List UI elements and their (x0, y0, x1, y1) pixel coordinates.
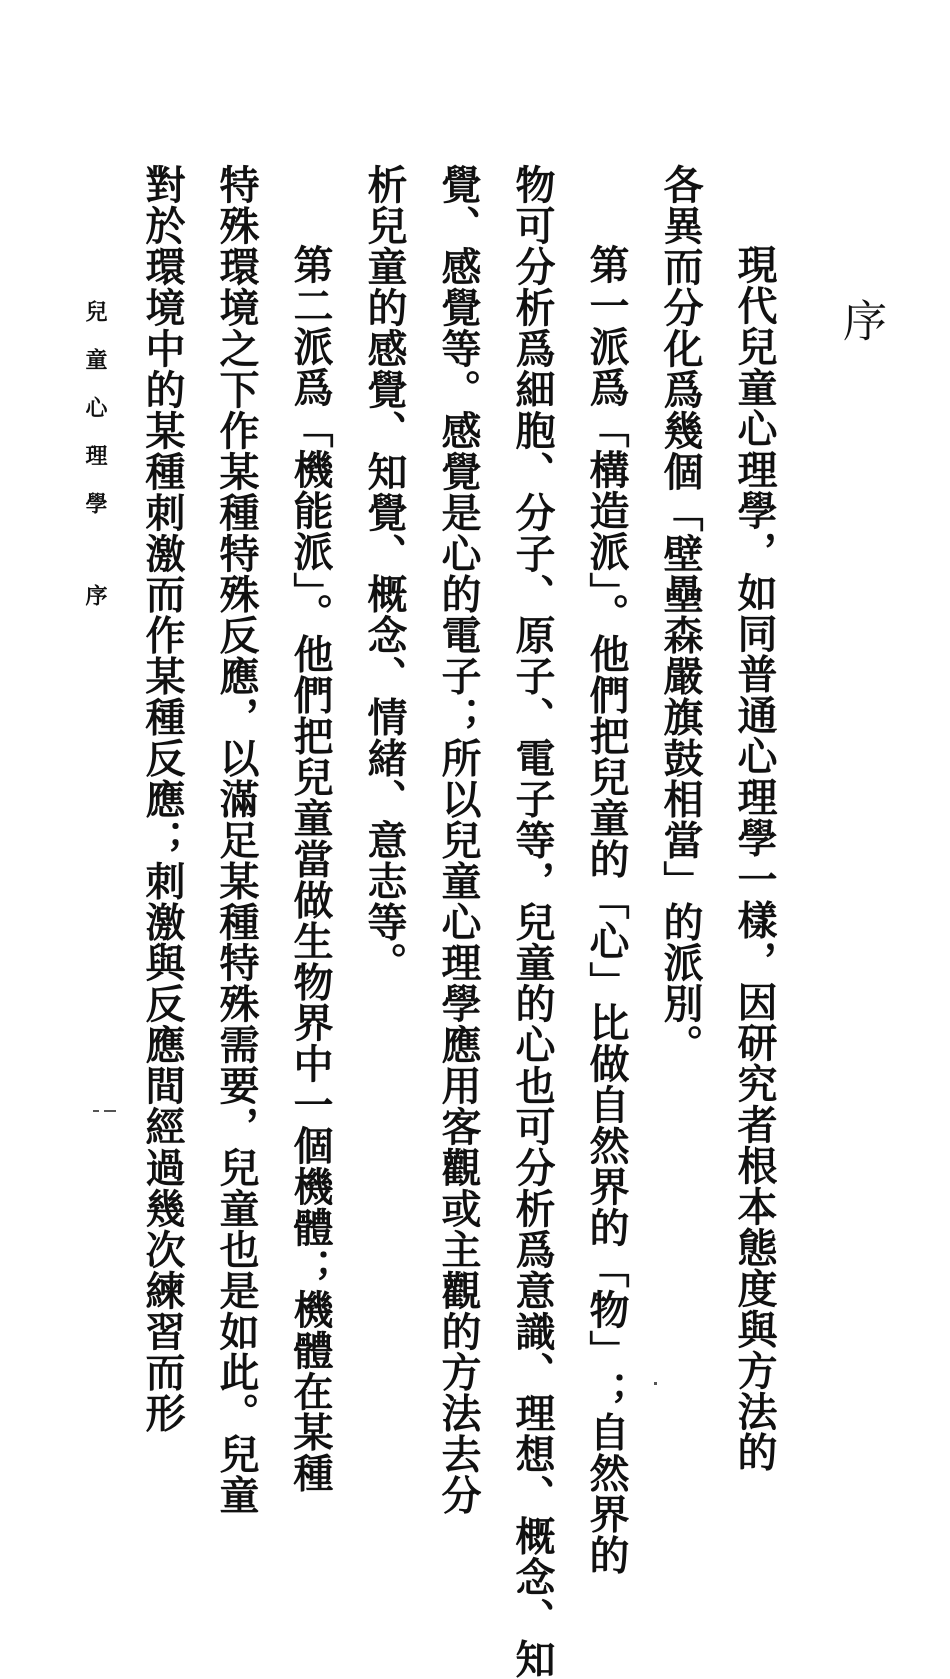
text-line-9: 對於環境中的某種刺激而作某種反應；刺激與反應間經過幾次練習而形 (139, 164, 186, 1434)
text-line-4: 物可分析爲細胞、分子、原子、電子等，兒童的心也可分析爲意識、理想、概念、知 (509, 164, 556, 1679)
running-footer-section: 序 (82, 584, 108, 606)
text-line-7: 第二派爲「機能派」。他們把兒童當做生物界中一個機體；機體在某種 (287, 244, 334, 1494)
text-line-8: 特殊環境之下作某種特殊反應，以滿足某種特殊需要，兒童也是如此。兒童 (213, 164, 260, 1516)
scan-speck (654, 1382, 657, 1385)
text-line-5: 覺、感覺等。感覺是心的電子；所以兒童心理學應用客觀或主觀的方法去分 (435, 164, 482, 1516)
scan-speck (104, 1110, 116, 1112)
text-line-2: 各異而分化爲幾個「壁壘森嚴旗鼓相當」的派別。 (657, 164, 704, 1065)
text-line-1: 現代兒童心理學，如同普通心理學一樣，因研究者根本態度與方法的 (731, 244, 778, 1473)
scan-speck (93, 1110, 99, 1112)
running-footer-title: 兒童心理學 (82, 300, 108, 540)
page-title: 序 (835, 298, 886, 342)
text-line-3: 第一派爲「構造派」。他們把兒童的「心」比做自然界的「物」；自然界的 (583, 244, 630, 1576)
text-line-6: 析兒童的感覺、知覺、概念、情緒、意志等。 (361, 164, 408, 983)
